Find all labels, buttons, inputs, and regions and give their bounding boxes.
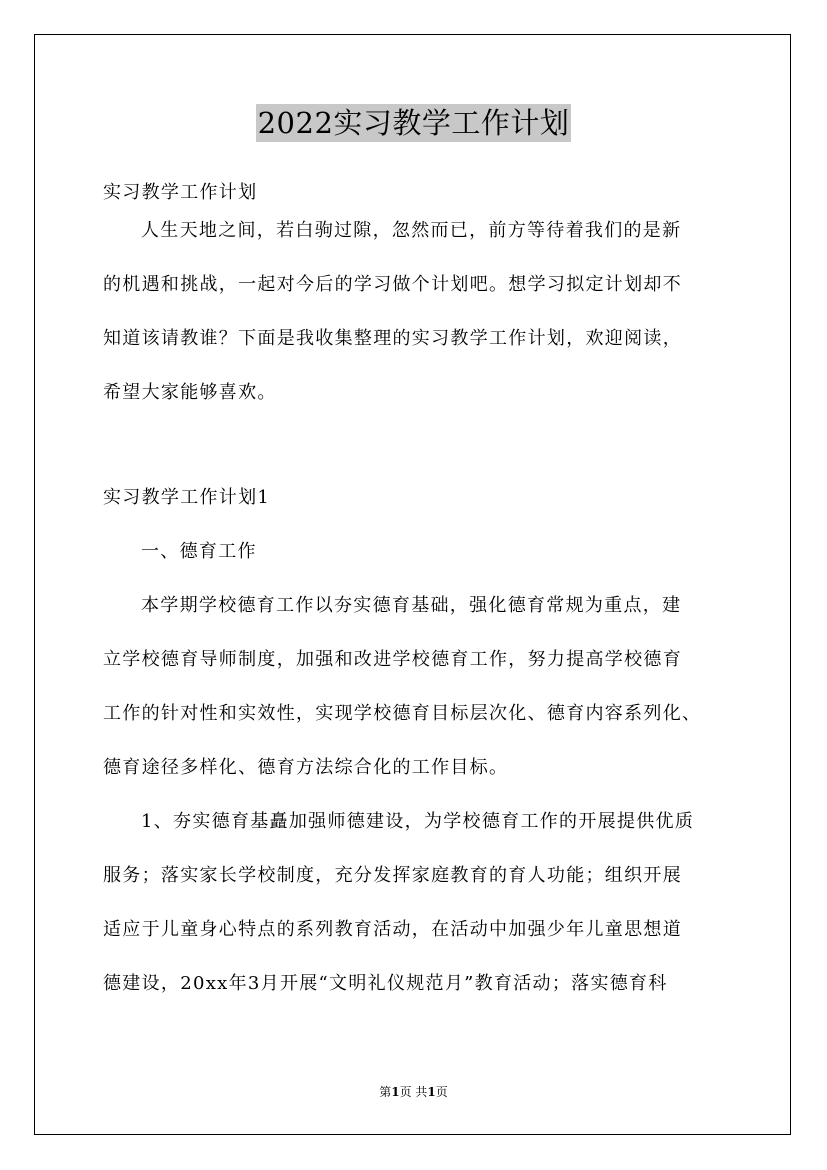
- paragraph-line: 立学校德育导师制度，加强和改进学校德育工作，努力提高学校德育: [103, 649, 682, 670]
- document-title: 2022实习教学工作计划: [257, 106, 570, 140]
- paragraph-line: 的机遇和挑战，一起对今后的学习做个计划吧。想学习拟定计划却不: [103, 274, 682, 295]
- paragraph-line: 知道该请教谁？下面是我收集整理的实习教学工作计划，欢迎阅读，: [103, 328, 682, 349]
- paragraph-line: 服务；落实家长学校制度，充分发挥家庭教育的育人功能；组织开展: [103, 865, 682, 886]
- section-heading: 一、德育工作: [141, 541, 257, 562]
- footer-page-total: 1: [427, 1085, 436, 1099]
- paragraph-line: 工作的针对性和实效性，实现学校德育目标层次化、德育内容系列化、: [103, 703, 702, 724]
- document-body: [103, 174, 731, 1003]
- title-container: [0, 104, 827, 142]
- footer-page-suffix: 页: [435, 1085, 448, 1099]
- paragraph-line: 德建设，20xx年3月开展“文明礼仪规范月”教育活动；落实德育科: [103, 973, 668, 994]
- footer-page-prefix: 第: [379, 1085, 392, 1099]
- intro-paragraph: [103, 212, 731, 412]
- paragraph-line: 德育途径多样化、德育方法综合化的工作目标。: [103, 757, 509, 778]
- paragraph-line: 希望大家能够喜欢。: [103, 382, 277, 403]
- paragraph-line: 适应于儿童身心特点的系列教育活动，在活动中加强少年儿童思想道: [103, 919, 682, 940]
- footer-page-current: 1: [391, 1085, 400, 1099]
- paragraph-moral-education: [103, 587, 731, 787]
- footer-page-mid: 页 共: [399, 1085, 428, 1099]
- paragraph-line: 1、夯实德育基矗加强师德建设，为学校德育工作的开展提供优质: [141, 811, 695, 832]
- paragraph-item-1: [103, 803, 731, 1003]
- page-footer: [0, 1084, 827, 1100]
- paragraph-line: 人生天地之间，若白驹过隙，忽然而已，前方等待着我们的是新: [141, 220, 682, 241]
- subtitle: 实习教学工作计划: [103, 182, 258, 203]
- paragraph-line: 本学期学校德育工作以夯实德育基础，强化德育常规为重点，建: [141, 595, 682, 616]
- section-title: 实习教学工作计划1: [103, 487, 271, 508]
